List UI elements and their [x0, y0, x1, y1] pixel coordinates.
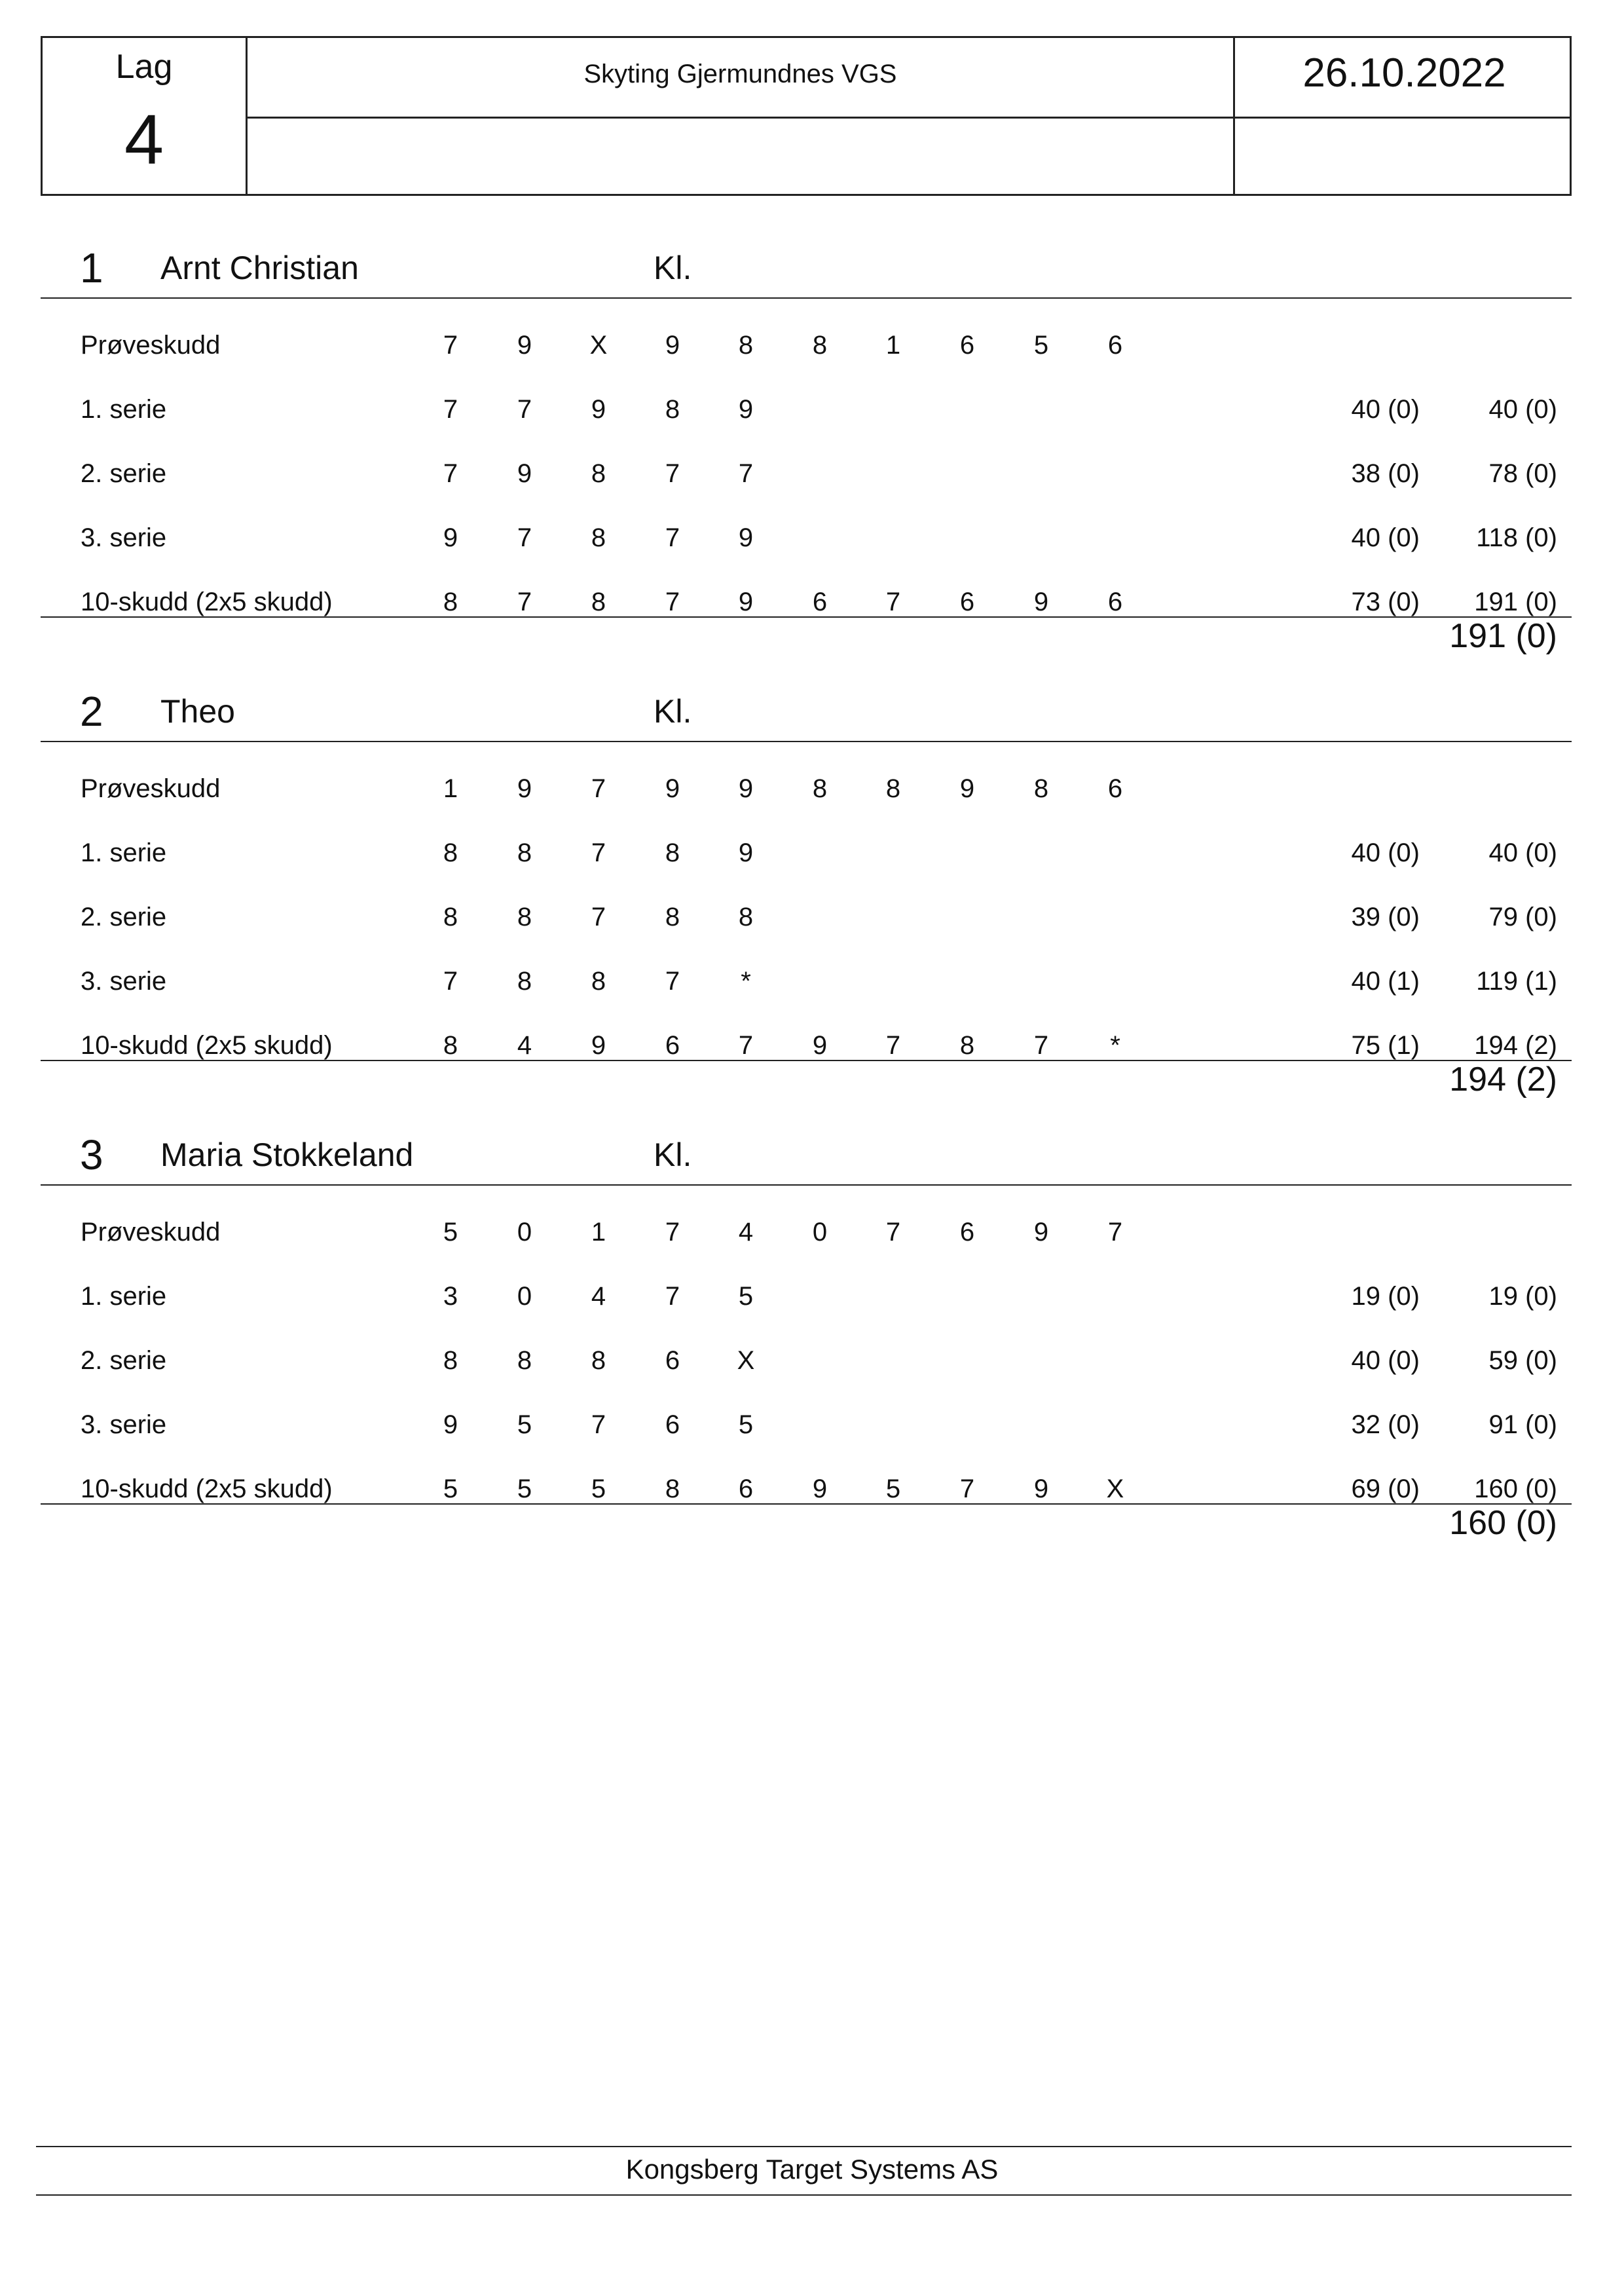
- shooter-name: Maria Stokkeland: [160, 1136, 414, 1173]
- shooter-total: 191 (0): [1449, 617, 1557, 655]
- shot-value: X: [737, 1346, 755, 1375]
- shot-value: 9: [591, 395, 606, 424]
- shot-value: 4: [738, 1218, 754, 1247]
- shot-value: 4: [517, 1031, 532, 1060]
- cumulative-sum: 118 (0): [1476, 523, 1557, 552]
- shot-value: 0: [517, 1218, 532, 1247]
- header-box: [41, 36, 1572, 196]
- shot-value: 8: [665, 395, 680, 424]
- shot-value: 0: [812, 1218, 828, 1247]
- shot-value: 1: [591, 1218, 606, 1247]
- shot-value: 5: [517, 1410, 532, 1439]
- shot-value: 6: [1107, 774, 1123, 803]
- shot-value: 8: [517, 1346, 532, 1375]
- shot-value: 8: [812, 331, 828, 360]
- series-sum: 40 (0): [1351, 1346, 1420, 1375]
- cumulative-sum: 59 (0): [1488, 1346, 1557, 1375]
- shot-value: 7: [517, 523, 532, 552]
- row-label: 3. serie: [81, 523, 167, 552]
- row-label: 3. serie: [81, 1410, 167, 1439]
- cumulative-sum: 160 (0): [1474, 1474, 1557, 1503]
- shot-value: 8: [443, 588, 458, 616]
- shot-value: 1: [443, 774, 458, 803]
- shot-value: 7: [665, 459, 680, 488]
- row-label: 10-skudd (2x5 skudd): [81, 588, 333, 616]
- series-sum: 73 (0): [1351, 588, 1420, 616]
- shot-value: 8: [443, 1346, 458, 1375]
- cumulative-sum: 40 (0): [1488, 838, 1557, 867]
- row-label: 1. serie: [81, 395, 167, 424]
- shot-value: X: [589, 331, 608, 360]
- series-sum: 69 (0): [1351, 1474, 1420, 1503]
- shot-value: 9: [517, 774, 532, 803]
- shot-value: 8: [443, 838, 458, 867]
- class-label: Kl.: [654, 1136, 692, 1173]
- shot-value: 9: [443, 1410, 458, 1439]
- shot-value: 7: [517, 588, 532, 616]
- section-rule: [41, 741, 1572, 742]
- cumulative-sum: 119 (1): [1476, 967, 1557, 996]
- shot-value: 9: [959, 774, 975, 803]
- cumulative-sum: 78 (0): [1488, 459, 1557, 488]
- shot-value: 7: [591, 1410, 606, 1439]
- shot-value: 7: [591, 903, 606, 931]
- shot-value: 9: [812, 1474, 828, 1503]
- series-sum: 40 (0): [1351, 838, 1420, 867]
- row-label: 10-skudd (2x5 skudd): [81, 1474, 333, 1503]
- shot-value: 1: [885, 331, 901, 360]
- shot-value: 7: [665, 967, 680, 996]
- row-label: 1. serie: [81, 1282, 167, 1311]
- lag-label: Lag: [115, 48, 173, 86]
- shot-value: 5: [885, 1474, 901, 1503]
- shot-value: 7: [885, 588, 901, 616]
- shot-value: 8: [738, 331, 754, 360]
- shot-value: 6: [665, 1031, 680, 1060]
- shot-value: 7: [591, 838, 606, 867]
- shot-value: 5: [738, 1410, 754, 1439]
- shot-value: 8: [812, 774, 828, 803]
- shot-value: 7: [443, 331, 458, 360]
- shot-value: 7: [738, 459, 754, 488]
- shot-value: 4: [591, 1282, 606, 1311]
- shot-value: 9: [738, 523, 754, 552]
- shot-value: 7: [665, 588, 680, 616]
- row-label: 2. serie: [81, 903, 167, 931]
- shot-value: 8: [665, 903, 680, 931]
- row-label: Prøveskudd: [81, 331, 221, 360]
- row-label: Prøveskudd: [81, 1218, 221, 1247]
- lag-number: 4: [124, 100, 164, 179]
- series-sum: 40 (1): [1351, 967, 1420, 996]
- shot-value: 8: [591, 1346, 606, 1375]
- total-rule: [41, 616, 1572, 618]
- shot-value: 8: [443, 1031, 458, 1060]
- cumulative-sum: 40 (0): [1488, 395, 1557, 424]
- shot-value: 6: [1107, 331, 1123, 360]
- shot-value: 7: [443, 967, 458, 996]
- shot-value: 9: [665, 331, 680, 360]
- section-rule: [41, 297, 1572, 299]
- shot-value: 9: [738, 588, 754, 616]
- shot-value: 8: [517, 903, 532, 931]
- shot-value: *: [741, 967, 751, 996]
- shot-value: 8: [443, 903, 458, 931]
- cumulative-sum: 79 (0): [1488, 903, 1557, 931]
- class-label: Kl.: [654, 250, 692, 286]
- row-label: Prøveskudd: [81, 774, 221, 803]
- series-sum: 19 (0): [1351, 1282, 1420, 1311]
- shot-value: 6: [665, 1346, 680, 1375]
- shot-value: 8: [517, 838, 532, 867]
- shot-value: 7: [665, 1218, 680, 1247]
- shot-value: 6: [1107, 588, 1123, 616]
- shot-value: 8: [885, 774, 901, 803]
- cumulative-sum: 191 (0): [1474, 588, 1557, 616]
- shot-value: *: [1110, 1031, 1120, 1060]
- shot-value: 9: [1033, 1218, 1049, 1247]
- total-rule: [41, 1060, 1572, 1061]
- shot-value: 9: [738, 395, 754, 424]
- shot-value: 6: [665, 1410, 680, 1439]
- shot-value: 9: [738, 838, 754, 867]
- shooter-total: 160 (0): [1449, 1504, 1557, 1542]
- shot-value: 7: [665, 1282, 680, 1311]
- shot-value: 6: [738, 1474, 754, 1503]
- shot-value: 7: [885, 1031, 901, 1060]
- series-sum: 40 (0): [1351, 523, 1420, 552]
- shot-value: 5: [591, 1474, 606, 1503]
- shot-value: 8: [517, 967, 532, 996]
- class-label: Kl.: [654, 693, 692, 730]
- shot-value: 9: [591, 1031, 606, 1060]
- shooter-number: 2: [80, 688, 103, 735]
- shooter-number: 1: [80, 244, 103, 291]
- shot-value: 7: [959, 1474, 975, 1503]
- shot-value: 9: [443, 523, 458, 552]
- footer-bottom-rule: [36, 2194, 1572, 2196]
- shot-value: 8: [591, 523, 606, 552]
- shot-value: 0: [517, 1282, 532, 1311]
- shot-value: 7: [665, 523, 680, 552]
- shot-value: 9: [517, 459, 532, 488]
- shot-value: 6: [812, 588, 828, 616]
- shooter-name: Arnt Christian: [160, 250, 359, 286]
- event-date: 26.10.2022: [1302, 50, 1506, 96]
- footer-top-rule: [36, 2146, 1572, 2147]
- row-label: 2. serie: [81, 459, 167, 488]
- row-label: 3. serie: [81, 967, 167, 996]
- shot-value: 8: [591, 459, 606, 488]
- series-sum: 32 (0): [1351, 1410, 1420, 1439]
- shot-value: 9: [665, 774, 680, 803]
- shot-value: 9: [812, 1031, 828, 1060]
- footer-text: Kongsberg Target Systems AS: [625, 2154, 999, 2185]
- shot-value: 8: [738, 903, 754, 931]
- shot-value: 5: [1033, 331, 1049, 360]
- series-sum: 75 (1): [1351, 1031, 1420, 1060]
- cumulative-sum: 194 (2): [1474, 1031, 1557, 1060]
- shot-value: 9: [1033, 1474, 1049, 1503]
- shot-value: 9: [517, 331, 532, 360]
- shot-value: 5: [443, 1218, 458, 1247]
- shot-value: 8: [1033, 774, 1049, 803]
- shot-value: 8: [591, 588, 606, 616]
- event-title: Skyting Gjermundnes VGS: [583, 60, 897, 88]
- shot-value: 8: [665, 1474, 680, 1503]
- shot-value: 8: [959, 1031, 975, 1060]
- shot-value: 6: [959, 1218, 975, 1247]
- shot-value: 7: [885, 1218, 901, 1247]
- shooter-number: 3: [80, 1131, 103, 1178]
- shooter-total: 194 (2): [1449, 1061, 1557, 1098]
- shot-value: 5: [738, 1282, 754, 1311]
- shot-value: 6: [959, 588, 975, 616]
- row-label: 10-skudd (2x5 skudd): [81, 1031, 333, 1060]
- shot-value: 7: [1107, 1218, 1123, 1247]
- row-label: 1. serie: [81, 838, 167, 867]
- series-sum: 39 (0): [1351, 903, 1420, 931]
- shot-value: 9: [1033, 588, 1049, 616]
- series-sum: 40 (0): [1351, 395, 1420, 424]
- total-rule: [41, 1503, 1572, 1505]
- shot-value: 8: [665, 838, 680, 867]
- header-row-divider: [248, 117, 1570, 119]
- shot-value: 5: [443, 1474, 458, 1503]
- section-rule: [41, 1184, 1572, 1186]
- shot-value: 7: [443, 395, 458, 424]
- shot-value: 9: [738, 774, 754, 803]
- shot-value: 7: [443, 459, 458, 488]
- shot-value: 6: [959, 331, 975, 360]
- shot-value: 3: [443, 1282, 458, 1311]
- shot-value: 7: [1033, 1031, 1049, 1060]
- shot-value: 5: [517, 1474, 532, 1503]
- shot-value: 7: [517, 395, 532, 424]
- shot-value: 7: [738, 1031, 754, 1060]
- shooter-name: Theo: [160, 693, 235, 730]
- cumulative-sum: 19 (0): [1488, 1282, 1557, 1311]
- shot-value: 8: [591, 967, 606, 996]
- row-label: 2. serie: [81, 1346, 167, 1375]
- shot-value: 7: [591, 774, 606, 803]
- cumulative-sum: 91 (0): [1488, 1410, 1557, 1439]
- shot-value: X: [1106, 1474, 1124, 1503]
- series-sum: 38 (0): [1351, 459, 1420, 488]
